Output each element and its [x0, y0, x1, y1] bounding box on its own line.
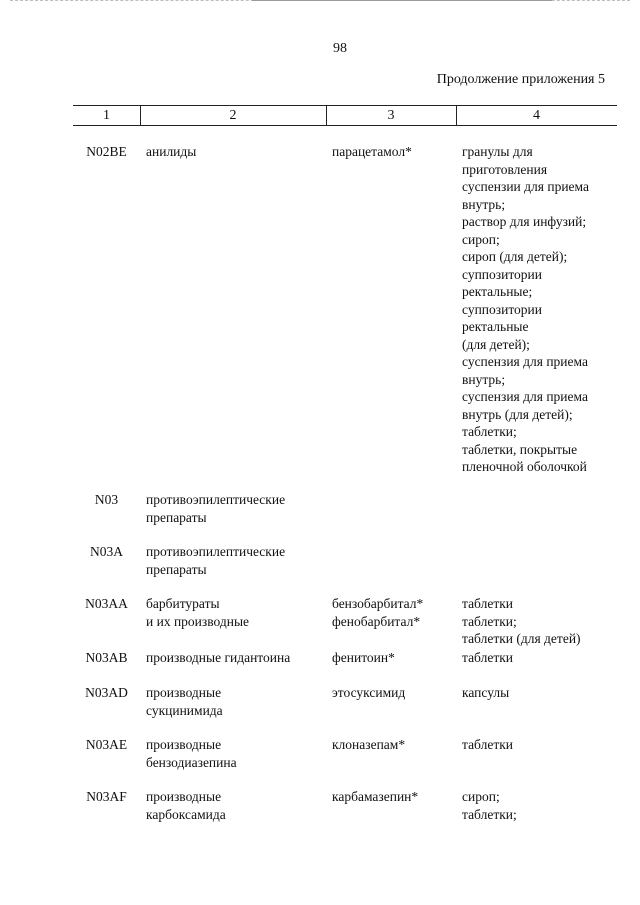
atc-code: N03AD [85, 685, 128, 700]
dosage-forms: гранулы для приготовления суспензии для приема внутрь; раствор для инфузий; сироп; сироп (для детей); суппозитории ректальные; суппозитории ректальные (для детей); суспензия для приема внутрь; суспензия для приема внутрь (для детей); таблетки; таблетки, покрытые пленочной оболочкой [462, 144, 589, 474]
group-name: барбитураты и их производные [146, 596, 250, 629]
dosage-forms: сироп; таблетки; [462, 789, 517, 822]
dosage-forms: таблетки таблетки; таблетки (для детей) [462, 596, 581, 646]
group-name: производные гидантоина [146, 650, 291, 665]
scan-line-artifact [252, 0, 552, 1]
drug-name: клоназепам* [332, 737, 406, 752]
drug-name: этосуксимид [332, 685, 406, 700]
atc-code: N02BE [86, 144, 127, 159]
atc-code: N03 [94, 492, 119, 507]
group-name: производные карбоксамида [146, 789, 226, 822]
drug-name: карбамазепин* [332, 789, 419, 804]
column-header-row [73, 105, 617, 126]
group-name: производные бензодиазепина [146, 737, 237, 770]
group-name: производные сукцинимида [146, 685, 223, 718]
drug-name: парацетамол* [332, 144, 412, 159]
atc-code: N03AE [85, 737, 128, 752]
column-header-3: 3 [387, 108, 395, 123]
atc-code: N03AB [85, 650, 128, 665]
appendix-title: Продолжение приложения 5 [436, 72, 605, 87]
column-header-2: 2 [229, 108, 237, 123]
atc-code: N03A [90, 544, 123, 559]
dosage-forms: капсулы [462, 685, 510, 700]
drug-name: бензобарбитал* фенобарбитал* [332, 596, 424, 629]
column-header-1: 1 [103, 108, 110, 123]
atc-code: N03AF [86, 789, 127, 804]
page-number: 98 [333, 41, 347, 56]
column-header-4: 4 [533, 108, 540, 123]
group-name: противоэпилептические препараты [146, 492, 286, 525]
atc-code: N03AA [85, 596, 128, 611]
group-name: анилиды [146, 144, 197, 159]
dosage-forms: таблетки [462, 650, 514, 665]
drug-name: фенитоин* [332, 650, 395, 665]
group-name: противоэпилептические препараты [146, 544, 286, 577]
dosage-forms: таблетки [462, 737, 514, 752]
